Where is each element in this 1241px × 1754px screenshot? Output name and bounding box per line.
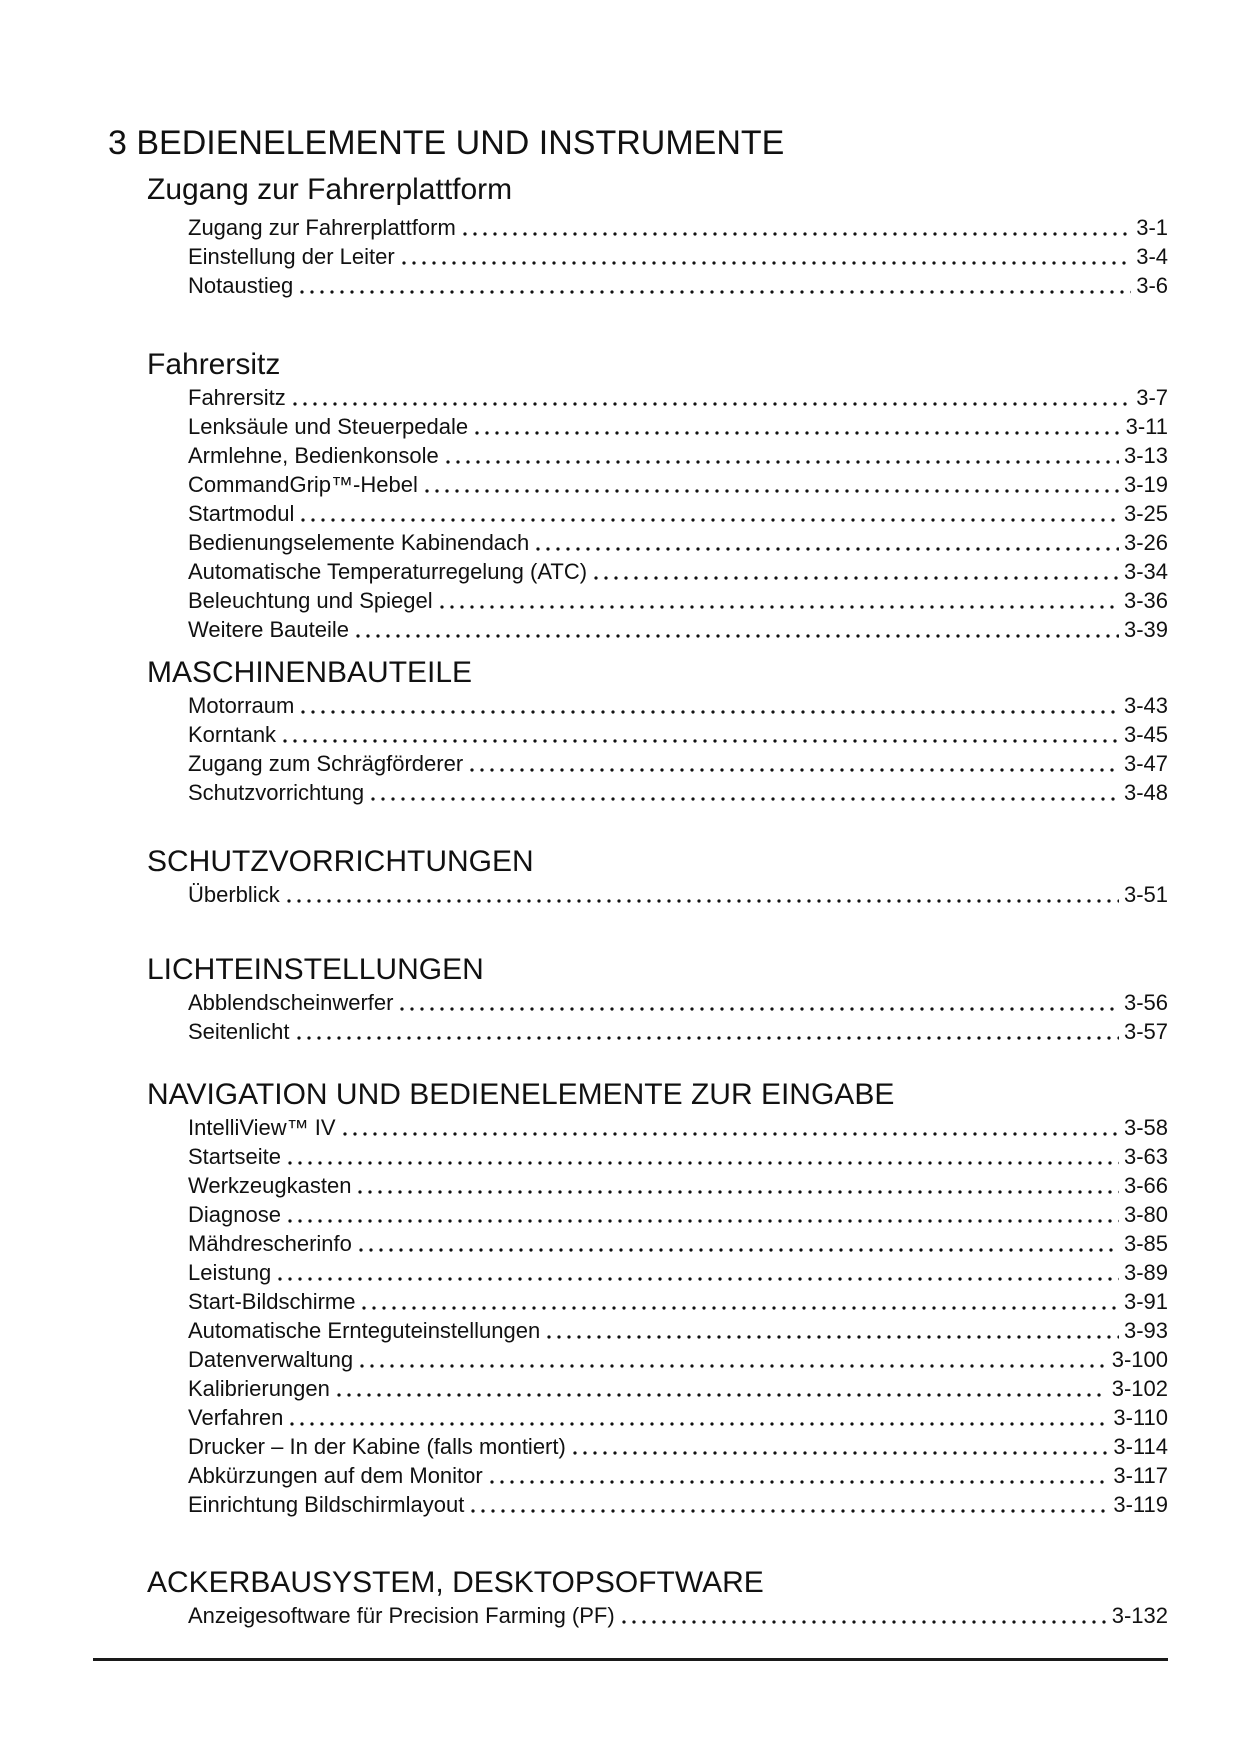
toc-entry-title: Automatische Ernteguteinstellungen (188, 1318, 541, 1343)
section-title: Fahrersitz (147, 348, 281, 381)
toc-entry-title: Drucker – In der Kabine (falls montiert) (188, 1434, 566, 1459)
toc-entry-title: Zugang zum Schrägförderer (188, 751, 464, 776)
dot-leader (573, 1451, 1109, 1455)
section-title: ACKERBAUSYSTEM, DESKTOPSOFTWARE (147, 1566, 764, 1599)
toc-entry[interactable] (188, 1601, 1168, 1630)
toc-entry-title: Motorraum (188, 693, 295, 718)
dot-leader (297, 1036, 1119, 1040)
toc-entry[interactable] (188, 1490, 1168, 1519)
toc-entry-page: 3-4 (1136, 244, 1168, 269)
toc-section-ackerbausystem-desktopsoftware (108, 1565, 1168, 1630)
toc-entry-page: 3-26 (1123, 530, 1168, 555)
toc-entry[interactable] (188, 1432, 1168, 1461)
toc-entry[interactable] (188, 1017, 1168, 1046)
dot-leader (402, 261, 1132, 265)
toc-entry-title: Abkürzungen auf dem Monitor (188, 1463, 483, 1488)
toc-entry-title: Datenverwaltung (188, 1347, 354, 1372)
toc-entry[interactable] (188, 1171, 1168, 1200)
toc-entry-title: Schutzvorrichtung (188, 780, 365, 805)
toc-entry-page: 3-48 (1123, 780, 1168, 805)
toc-entry[interactable] (188, 691, 1168, 720)
dot-leader (300, 290, 1131, 294)
toc-entry-page: 3-117 (1113, 1463, 1168, 1488)
toc-entry-title: Verfahren (188, 1405, 284, 1430)
toc-entry[interactable] (188, 1113, 1168, 1142)
toc-entry-page: 3-114 (1113, 1434, 1168, 1459)
toc-entry-title: Seitenlicht (188, 1019, 290, 1044)
toc-entry-title: Lenksäule und Steuerpedale (188, 414, 469, 439)
toc-entry-page: 3-80 (1123, 1202, 1168, 1227)
toc-entry[interactable] (188, 749, 1168, 778)
toc-entry-page: 3-119 (1113, 1492, 1168, 1517)
section-entries (188, 213, 1168, 300)
dot-leader (278, 1277, 1119, 1281)
section-title: NAVIGATION UND BEDIENELEMENTE ZUR EINGABE (147, 1078, 895, 1111)
toc-entry-page: 3-100 (1111, 1347, 1168, 1372)
toc-entry[interactable] (188, 720, 1168, 749)
toc-entry[interactable] (188, 499, 1168, 528)
section-title: LICHTEINSTELLUNGEN (147, 953, 484, 986)
dot-leader (400, 1007, 1118, 1011)
toc-entry-title: Anzeigesoftware für Precision Farming (PF) (188, 1603, 615, 1628)
toc-section-schutzvorrichtungen (108, 844, 1168, 909)
toc-entry-page: 3-13 (1123, 443, 1168, 468)
section-title: SCHUTZVORRICHTUNGEN (147, 845, 534, 878)
toc-entry-title: Zugang zur Fahrerplattform (188, 215, 456, 240)
toc-entry-title: Einstellung der Leiter (188, 244, 395, 269)
toc-entry-page: 3-63 (1123, 1144, 1168, 1169)
dot-leader (440, 605, 1119, 609)
section-title: Zugang zur Fahrerplattform (147, 173, 513, 206)
toc-entry-page: 3-89 (1123, 1260, 1168, 1285)
dot-leader (622, 1620, 1107, 1624)
toc-entry[interactable] (188, 1461, 1168, 1490)
toc-entry[interactable] (188, 615, 1168, 644)
toc-entry-title: Bedienungselemente Kabinendach (188, 530, 530, 555)
dot-leader (356, 634, 1119, 638)
toc-entry-title: Startmodul (188, 501, 295, 526)
toc-entry[interactable] (188, 213, 1168, 242)
section-entries (188, 988, 1168, 1046)
toc-entry[interactable] (188, 880, 1168, 909)
toc-entry[interactable] (188, 1403, 1168, 1432)
toc-entry-page: 3-58 (1123, 1115, 1168, 1140)
toc-entry[interactable] (188, 1200, 1168, 1229)
toc-entry-title: Korntank (188, 722, 277, 747)
toc-entry[interactable] (188, 441, 1168, 470)
toc-entry[interactable] (188, 271, 1168, 300)
toc-entry-title: Startseite (188, 1144, 281, 1169)
dot-leader (287, 899, 1119, 903)
toc-entry-page: 3-7 (1136, 385, 1168, 410)
section-entries (188, 1113, 1168, 1519)
dot-leader (490, 1480, 1109, 1484)
toc-entry-page: 3-6 (1136, 273, 1168, 298)
dot-leader (288, 1161, 1119, 1165)
toc-section-zugang-zur-fahrerplattform (108, 172, 1168, 300)
toc-entry-title: Werkzeugkasten (188, 1173, 352, 1198)
toc-entry-page: 3-25 (1123, 501, 1168, 526)
toc-section-maschinenbauteile (108, 655, 1168, 807)
toc-entry[interactable] (188, 988, 1168, 1017)
toc-entry-title: Überblick (188, 882, 280, 907)
toc-entry[interactable] (188, 1316, 1168, 1345)
dot-leader (475, 431, 1120, 435)
toc-entry[interactable] (188, 412, 1168, 441)
toc-entry[interactable] (188, 383, 1168, 412)
dot-leader (283, 739, 1119, 743)
toc-entry-title: Beleuchtung und Spiegel (188, 588, 433, 613)
toc-entry-page: 3-66 (1123, 1173, 1168, 1198)
toc-section-fahrersitz (108, 347, 1168, 644)
dot-leader (371, 797, 1119, 801)
toc-entry-title: Abblendscheinwerfer (188, 990, 394, 1015)
dot-leader (446, 460, 1119, 464)
dot-leader (463, 232, 1131, 236)
toc-entry-page: 3-45 (1123, 722, 1168, 747)
dot-leader (362, 1306, 1118, 1310)
toc-entry-title: Automatische Temperaturregelung (ATC) (188, 559, 588, 584)
dot-leader (470, 768, 1119, 772)
toc-entry[interactable] (188, 557, 1168, 586)
dot-leader (301, 710, 1119, 714)
dot-leader (301, 518, 1119, 522)
toc-entry-title: Notaustieg (188, 273, 294, 298)
toc-section-lichteinstellungen (108, 952, 1168, 1046)
dot-leader (547, 1335, 1119, 1339)
dot-leader (288, 1219, 1119, 1223)
toc-entry[interactable] (188, 778, 1168, 807)
toc-entry-page: 3-47 (1123, 751, 1168, 776)
toc-entry-title: Kalibrierungen (188, 1376, 330, 1401)
dot-leader (337, 1393, 1107, 1397)
dot-leader (425, 489, 1119, 493)
toc-entry[interactable] (188, 1258, 1168, 1287)
section-entries (188, 880, 1168, 909)
toc-entry-page: 3-91 (1123, 1289, 1168, 1314)
dot-leader (293, 402, 1131, 406)
toc-entry-title: Diagnose (188, 1202, 281, 1227)
toc-entry-title: IntelliView™ IV (188, 1115, 336, 1140)
dot-leader (360, 1364, 1107, 1368)
toc-entry-title: Weitere Bauteile (188, 617, 350, 642)
toc-entry[interactable] (188, 1229, 1168, 1258)
toc-entry-title: Leistung (188, 1260, 272, 1285)
toc-entry-title: Einrichtung Bildschirmlayout (188, 1492, 465, 1517)
dot-leader (594, 576, 1119, 580)
footer-divider (93, 1658, 1168, 1661)
toc-entry-title: Fahrersitz (188, 385, 286, 410)
toc-entry-title: Start-Bildschirme (188, 1289, 356, 1314)
dot-leader (290, 1422, 1108, 1426)
toc-entry-page: 3-19 (1123, 472, 1168, 497)
toc-entry[interactable] (188, 528, 1168, 557)
section-entries (188, 383, 1168, 644)
toc-entry-page: 3-102 (1111, 1376, 1168, 1401)
dot-leader (536, 547, 1119, 551)
toc-entry[interactable] (188, 470, 1168, 499)
toc-entry-page: 3-57 (1123, 1019, 1168, 1044)
toc-entry-page: 3-51 (1123, 882, 1168, 907)
toc-entry-page: 3-11 (1125, 414, 1168, 439)
toc-entry-title: Armlehne, Bedienkonsole (188, 443, 439, 468)
toc-entry-page: 3-1 (1136, 215, 1168, 240)
toc-entry-page: 3-85 (1123, 1231, 1168, 1256)
toc-entry[interactable] (188, 242, 1168, 271)
section-entries (188, 691, 1168, 807)
section-title: MASCHINENBAUTEILE (147, 656, 473, 689)
toc-entry-page: 3-43 (1123, 693, 1168, 718)
toc-entry[interactable] (188, 586, 1168, 615)
toc-entry-page: 3-132 (1111, 1603, 1168, 1628)
toc-entry-title: Mähdrescherinfo (188, 1231, 352, 1256)
toc-entry-page: 3-93 (1123, 1318, 1168, 1343)
toc-entry[interactable] (188, 1345, 1168, 1374)
dot-leader (359, 1248, 1119, 1252)
toc-entry-page: 3-110 (1113, 1405, 1168, 1430)
toc-entry-page: 3-56 (1123, 990, 1168, 1015)
toc-entry[interactable] (188, 1374, 1168, 1403)
toc-entry-title: CommandGrip™-Hebel (188, 472, 418, 497)
toc-entry-page: 3-39 (1123, 617, 1168, 642)
dot-leader (343, 1132, 1119, 1136)
toc-entry-page: 3-34 (1123, 559, 1168, 584)
dot-leader (358, 1190, 1119, 1194)
toc-entry[interactable] (188, 1287, 1168, 1316)
chapter-title: 3 BEDIENELEMENTE UND INSTRUMENTE (108, 124, 785, 162)
toc-section-navigation-und-bedienelemente (108, 1077, 1168, 1519)
section-entries (188, 1601, 1168, 1630)
toc-entry-page: 3-36 (1123, 588, 1168, 613)
toc-entry[interactable] (188, 1142, 1168, 1171)
dot-leader (471, 1509, 1108, 1513)
